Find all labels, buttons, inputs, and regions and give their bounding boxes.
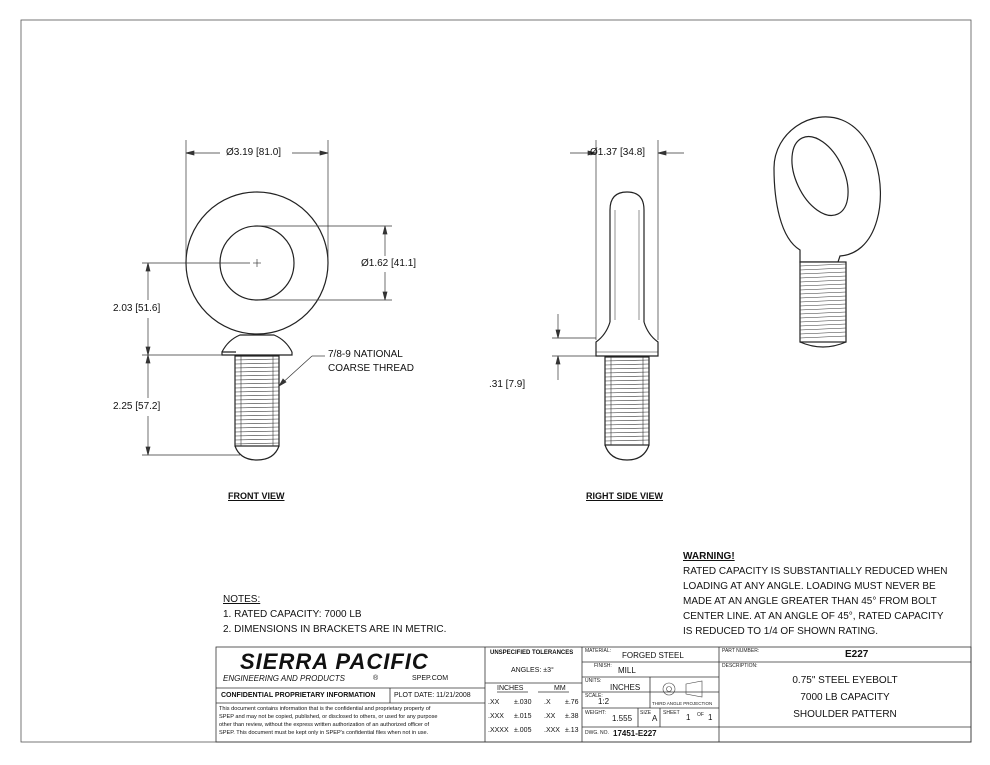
third-angle-projection-symbol	[663, 681, 702, 697]
dim-shoulder-height: .31 [7.9]	[489, 379, 526, 390]
dwg-no-label: DWG. NO.	[585, 730, 609, 736]
note-item: 2. DIMENSIONS IN BRACKETS ARE IN METRIC.	[223, 624, 447, 635]
tolerance-inch-place: .XX	[488, 699, 500, 706]
dim-front-eye-height: 2.03 [51.6]	[113, 303, 161, 314]
note-item: 1. RATED CAPACITY: 7000 LB	[223, 609, 362, 620]
sheet-label: SHEET	[663, 710, 680, 716]
tolerance-mm-value: ±.13	[565, 727, 579, 734]
thread-callout-line1: 7/8-9 NATIONAL	[328, 349, 403, 360]
confidential-line: SPEP and may not be copied, published, or disclosed to others, or used for any purpose	[219, 714, 438, 720]
tolerance-inch-value: ±.030	[514, 699, 532, 706]
tolerance-mm-place: .XXX	[544, 727, 560, 734]
confidential-line: This document contains information that is the confidential and proprietary property of	[219, 706, 431, 712]
company-website: SPEP.COM	[412, 675, 449, 682]
confidential-line: other than review, without the express written authorization of an authorized officer of	[219, 722, 430, 728]
warning-line: CENTER LINE. AT AN ANGLE OF 45°, RATED CAPACITY	[683, 611, 944, 622]
tolerance-mm-header: MM	[554, 685, 566, 692]
tolerance-mm-value: ±.38	[565, 713, 579, 720]
notes-heading: NOTES:	[223, 594, 261, 605]
material-label: MATERIAL:	[585, 648, 612, 654]
front-view-label: FRONT VIEW	[228, 491, 285, 501]
tolerance-mm-place: .XX	[544, 713, 556, 720]
warning-line: IS REDUCED TO 1/4 OF SHOWN RATING.	[683, 626, 879, 637]
tolerance-mm-place: .X	[544, 699, 551, 706]
description-line: 0.75" STEEL EYEBOLT	[792, 675, 898, 686]
warning-heading: WARNING!	[683, 551, 735, 562]
tolerance-inches-header: INCHES	[497, 685, 524, 692]
front-view-threads	[235, 356, 279, 446]
company-logo: SIERRA PACIFIC	[240, 649, 429, 674]
side-view-dimensions	[552, 140, 684, 380]
tolerance-inch-place: .XXX	[488, 713, 504, 720]
isometric-view-drawing	[774, 117, 880, 347]
size-label: SIZE	[640, 710, 652, 716]
tolerance-inch-place: .XXXX	[488, 727, 509, 734]
company-subtitle: ENGINEERING AND PRODUCTS	[223, 674, 345, 683]
scale-label: SCALE:	[585, 693, 603, 699]
confidential-heading: CONFIDENTIAL PROPRIETARY INFORMATION	[221, 692, 376, 699]
part-number-value: E227	[845, 649, 869, 660]
dim-front-inner-diameter: Ø1.62 [41.1]	[361, 258, 417, 269]
description-line: 7000 LB CAPACITY	[800, 692, 890, 703]
units-value: INCHES	[610, 683, 641, 692]
dwg-no-value: 17451-E227	[613, 729, 657, 738]
warning-line: LOADING AT ANY ANGLE. LOADING MUST NEVER BE	[683, 581, 936, 592]
material-value: FORGED STEEL	[622, 651, 684, 660]
tolerance-inch-value: ±.015	[514, 713, 532, 720]
units-label: UNITS:	[585, 678, 602, 684]
tolerances-heading: UNSPECIFIED TOLERANCES	[490, 650, 574, 656]
finish-value: MILL	[618, 666, 636, 675]
plot-date: PLOT DATE: 11/21/2008	[394, 692, 471, 699]
sheet-total: 1	[708, 713, 713, 722]
registered-mark: ®	[373, 675, 379, 682]
warning-line: RATED CAPACITY IS SUBSTANTIALLY REDUCED WHEN	[683, 566, 948, 577]
warning-line: MADE AT AN ANGLE GREATER THAN 45° FROM BOLT	[683, 596, 937, 607]
weight-label: WEIGHT:	[585, 710, 606, 716]
description-label: DESCRIPTION:	[722, 663, 758, 669]
tolerance-inch-value: ±.005	[514, 727, 532, 734]
part-number-label: PART NUMBER:	[722, 648, 760, 654]
sheet-number: 1	[686, 713, 691, 722]
dim-side-width: Ø1.37 [34.8]	[590, 147, 646, 158]
scale-value: 1:2	[598, 697, 610, 706]
description-line: SHOULDER PATTERN	[793, 709, 897, 720]
dim-front-thread-length: 2.25 [57.2]	[113, 401, 161, 412]
front-view-dimensions	[142, 140, 392, 455]
size-value: A	[652, 714, 658, 723]
weight-value: 1.555	[612, 714, 633, 723]
thread-callout-line2: COARSE THREAD	[328, 363, 414, 374]
finish-label: FINISH:	[594, 663, 612, 669]
tolerance-angles: ANGLES: ±3°	[511, 667, 554, 674]
confidential-line: SPEP. This document must be kept only in SPEP's confidential files when not in use.	[219, 730, 429, 736]
dim-front-width: Ø3.19 [81.0]	[226, 147, 282, 158]
sheet-of-label: OF	[697, 712, 704, 718]
tolerance-mm-value: ±.76	[565, 699, 579, 706]
side-view-threads	[605, 357, 649, 445]
right-side-view-label: RIGHT SIDE VIEW	[586, 491, 664, 501]
projection-label: THIRD ANGLE PROJECTION	[652, 701, 713, 706]
